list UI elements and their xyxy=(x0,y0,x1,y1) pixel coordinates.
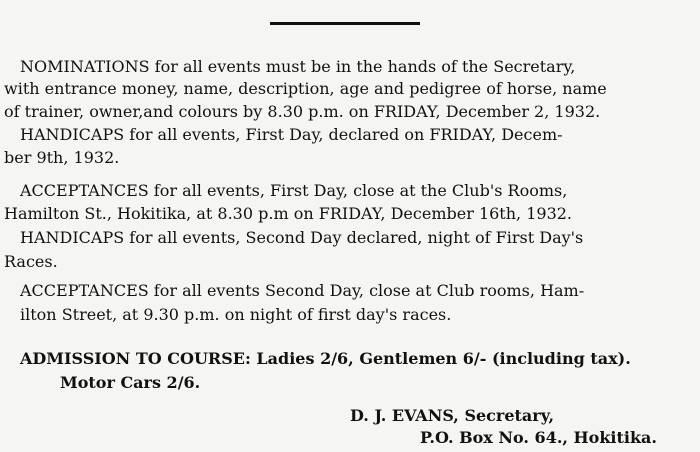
nominations-line-3: of trainer, owner,and colours by 8.30 p.m. on FRIDAY, December 2, 1932. xyxy=(4,102,601,121)
signature-address-line: P.O. Box No. 64., Hokitika. xyxy=(420,428,657,447)
top-rule-divider xyxy=(270,22,420,25)
handicaps-second-day-line-1: HANDICAPS for all events, Second Day declared, night of First Day's xyxy=(20,228,584,247)
nominations-line-2: with entrance money, name, description, age and pedigree of horse, name xyxy=(4,79,607,98)
handicaps-first-day-line-1: HANDICAPS for all events, First Day, declared on FRIDAY, Decem- xyxy=(20,125,563,144)
handicaps-second-day-line-2: Races. xyxy=(4,252,58,271)
admission-line: ADMISSION TO COURSE: Ladies 2/6, Gentlemen 6/- (including tax). xyxy=(20,349,631,368)
acceptances-second-day-line-1: ACCEPTANCES for all events Second Day, close at Club rooms, Ham- xyxy=(20,281,585,300)
motor-cars-line: Motor Cars 2/6. xyxy=(60,373,201,392)
acceptances-second-day-line-2: ilton Street, at 9.30 p.m. on night of first day's races. xyxy=(20,305,452,324)
acceptances-first-day-line-2: Hamilton St., Hokitika, at 8.30 p.m on FRIDAY, December 16th, 1932. xyxy=(4,204,573,223)
signature-name-line: D. J. EVANS, Secretary, xyxy=(350,406,555,425)
handicaps-first-day-line-2: ber 9th, 1932. xyxy=(4,148,120,167)
acceptances-first-day-line-1: ACCEPTANCES for all events, First Day, close at the Club's Rooms, xyxy=(20,181,568,200)
nominations-line-1: NOMINATIONS for all events must be in the hands of the Secretary, xyxy=(20,57,576,76)
